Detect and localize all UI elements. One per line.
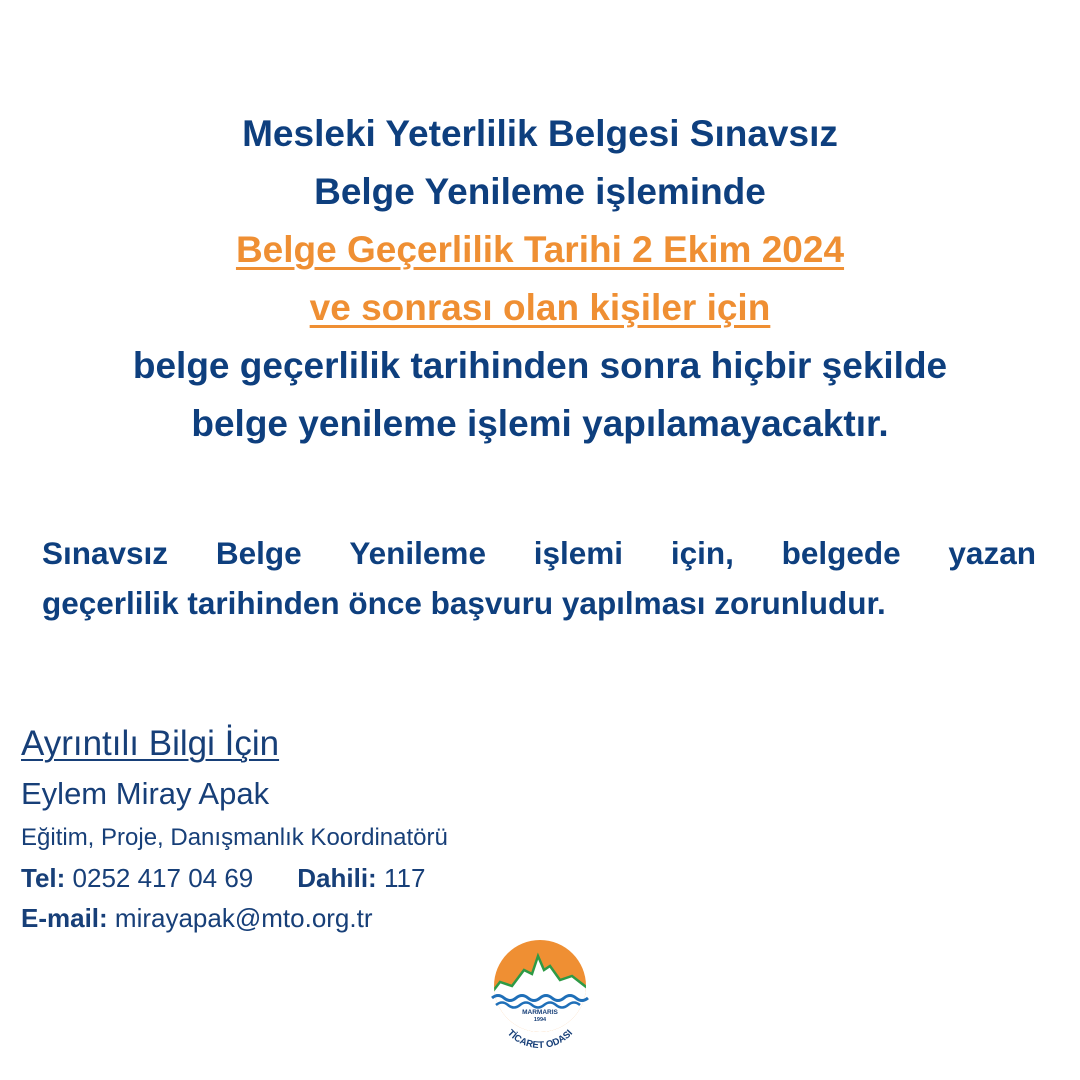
- headline-line-6: belge yenileme işlemi yapılamayacaktır.: [191, 403, 889, 444]
- tel-label: Tel:: [21, 863, 66, 893]
- notice-word: Sınavsız: [42, 535, 169, 571]
- headline-line-2: Belge Yenileme işleminde: [314, 171, 766, 212]
- announcement-headline: [40, 105, 1040, 453]
- logo-text-top: MARMARIS: [522, 1009, 558, 1016]
- headline-line-1: Mesleki Yeterlilik Belgesi Sınavsız: [242, 113, 838, 154]
- tel-value[interactable]: 0252 417 04 69: [72, 863, 254, 893]
- headline-highlight-1: Belge Geçerlilik Tarihi 2 Ekim 2024: [235, 229, 845, 270]
- notice-word: Yenileme: [349, 535, 486, 571]
- extension-label: Dahili:: [297, 863, 377, 893]
- headline-line-5: belge geçerlilik tarihinden sonra hiçbir şekilde: [132, 345, 948, 386]
- contact-heading: Ayrıntılı Bilgi İçin: [21, 724, 280, 763]
- notice-word: işlemi: [533, 535, 624, 571]
- contact-name: Eylem Miray Apak: [21, 776, 270, 811]
- email-label: E-mail:: [21, 903, 108, 933]
- marmaris-chamber-logo: [486, 940, 594, 1048]
- notice-word: için,: [670, 535, 734, 571]
- phone-row: [21, 858, 721, 898]
- extension-value: 117: [383, 863, 426, 893]
- email-row: [21, 898, 721, 938]
- contact-role: Eğitim, Proje, Danışmanlık Koordinatörü: [21, 824, 448, 851]
- notice-line-2: geçerlilik tarihinden önce başvuru yapılması zorunludur.: [42, 585, 886, 621]
- notice-word: Belge: [215, 535, 302, 571]
- headline-highlight-2: ve sonrası olan kişiler için: [309, 287, 771, 328]
- notice-line-1: [42, 528, 1036, 578]
- email-link[interactable]: mirayapak@mto.org.tr: [114, 903, 373, 933]
- contact-block: [21, 718, 721, 938]
- requirement-notice: [42, 528, 1036, 628]
- notice-word: yazan: [948, 535, 1036, 571]
- logo-text-year: 1994: [533, 1017, 547, 1023]
- logo-arc-textpath: TİCARET ODASI: [505, 1027, 576, 1048]
- notice-word: belgede: [781, 535, 901, 571]
